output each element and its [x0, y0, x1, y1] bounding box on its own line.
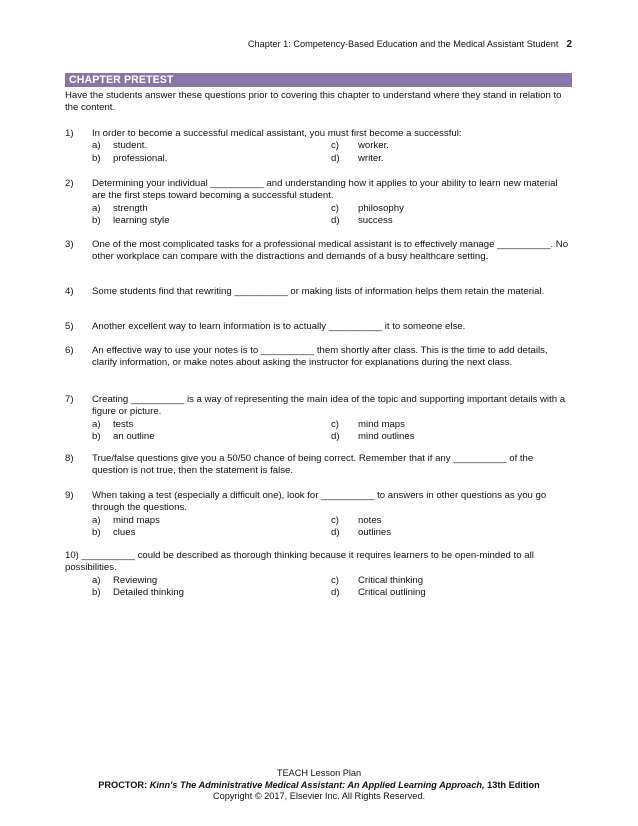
- question-item: [65, 239, 570, 264]
- answer-option: [331, 153, 570, 165]
- footer-book-title: Kinn's The Administrative Medical Assistant: An Applied Learning Approach,: [149, 779, 485, 790]
- question-stem: [65, 490, 570, 515]
- answer-row: [92, 140, 570, 152]
- option-letter: d): [331, 214, 340, 226]
- answer-option: [331, 140, 570, 152]
- question-number: 6): [65, 345, 74, 356]
- answer-option: [92, 215, 331, 227]
- option-text: student.: [113, 140, 148, 152]
- question-item: [65, 490, 570, 539]
- answer-options: [65, 203, 570, 228]
- answer-option: [92, 153, 331, 165]
- answer-option: [331, 587, 570, 599]
- question-stem: [65, 394, 570, 419]
- option-letter: c): [331, 202, 339, 214]
- answer-options: [65, 419, 570, 444]
- answer-option: [331, 575, 570, 587]
- page-number: 2: [566, 39, 572, 50]
- answer-option: [92, 431, 331, 443]
- answer-row: [92, 215, 570, 227]
- question-number: 4): [65, 286, 74, 297]
- question-stem: [65, 128, 570, 140]
- section-heading: CHAPTER PRETEST: [65, 73, 572, 87]
- option-letter: d): [331, 586, 340, 598]
- option-letter: c): [331, 514, 339, 526]
- question-text: __________ could be described as thorough thinking because it requires learners to be open-minded to all possibilities.: [65, 550, 534, 574]
- option-letter: a): [92, 140, 101, 152]
- answer-option: [92, 419, 331, 431]
- question-text: Another excellent way to learn information is to actually __________ it to someone else.: [92, 321, 466, 332]
- question-text: One of the most complicated tasks for a professional medical assistant is to effectively manage __________. No other workplace can compare with the distractions and demands of a busy healthcare setting.: [92, 239, 569, 263]
- question-item: [65, 394, 570, 443]
- option-letter: c): [331, 418, 339, 430]
- answer-option: [92, 140, 331, 152]
- answer-row: [92, 587, 570, 599]
- answer-option: [92, 575, 331, 587]
- question-item: [65, 128, 570, 165]
- page-header: [0, 39, 572, 50]
- option-letter: a): [92, 418, 101, 430]
- answer-options: [65, 515, 570, 540]
- answer-options: [65, 140, 570, 165]
- question-text: In order to become a successful medical assistant, you must first become a successful:: [92, 128, 462, 139]
- footer-line1: TEACH Lesson Plan: [276, 768, 362, 778]
- answer-option: [92, 203, 331, 215]
- option-letter: b): [92, 214, 101, 226]
- answer-options: [65, 575, 570, 600]
- answer-row: [92, 515, 570, 527]
- option-letter: b): [92, 152, 101, 164]
- footer-copyright: Copyright © 2017, Elsevier Inc. All Rights Reserved.: [212, 791, 426, 801]
- question-item: [65, 345, 570, 370]
- question-item: [65, 321, 570, 333]
- option-text: an outline: [113, 430, 155, 442]
- answer-option: [92, 527, 331, 539]
- question-text: Determining your individual __________ and understanding how it applies to your ability to learn new material are the first steps toward becoming a successful student.: [92, 178, 558, 202]
- question-stem: [65, 321, 570, 333]
- answer-row: [92, 153, 570, 165]
- question-number: 5): [65, 321, 74, 332]
- option-text: notes: [358, 514, 382, 526]
- question-text: Creating __________ is a way of representing the main idea of the topic and supporting important details with a figure or picture.: [92, 394, 566, 418]
- option-text: success: [358, 214, 393, 226]
- answer-option: [92, 515, 331, 527]
- option-letter: a): [92, 574, 101, 586]
- header-title: Chapter 1: Competency-Based Education and the Medical Assistant Student: [247, 39, 559, 49]
- page-footer: [0, 768, 638, 803]
- answer-row: [92, 203, 570, 215]
- question-stem: [65, 286, 570, 298]
- option-text: philosophy: [358, 202, 404, 214]
- question-item: [65, 453, 570, 478]
- answer-option: [331, 419, 570, 431]
- question-text: When taking a test (especially a difficult one), look for __________ to answers in other questions as you go through the questions.: [92, 490, 547, 514]
- question-item: [65, 286, 570, 298]
- question-stem: [65, 178, 570, 203]
- answer-option: [331, 515, 570, 527]
- footer-author: PROCTOR:: [98, 779, 148, 790]
- answer-option: [331, 203, 570, 215]
- option-letter: b): [92, 586, 101, 598]
- option-letter: b): [92, 526, 101, 538]
- option-text: strength: [113, 202, 148, 214]
- answer-option: [331, 431, 570, 443]
- answer-row: [92, 431, 570, 443]
- question-item: [65, 178, 570, 227]
- option-letter: d): [331, 430, 340, 442]
- question-number: 10): [65, 550, 79, 561]
- option-text: Detailed thinking: [113, 586, 184, 598]
- option-letter: c): [331, 574, 339, 586]
- question-text: An effective way to use your notes is to __________ them shortly after class. This is the time to add details, clarify information, or make notes about asking the instructor for explanations during the next class.: [92, 345, 548, 369]
- footer-book-line: [0, 780, 638, 792]
- question-number: 9): [65, 490, 74, 501]
- option-text: mind maps: [358, 418, 405, 430]
- question-stem: [65, 453, 570, 478]
- option-text: mind maps: [113, 514, 160, 526]
- option-text: Reviewing: [113, 574, 158, 586]
- question-number: 2): [65, 178, 74, 189]
- option-text: tests: [113, 418, 134, 430]
- question-stem: [65, 550, 570, 575]
- question-text: Some students find that rewriting __________ or making lists of information helps them retain the material.: [92, 286, 545, 297]
- option-text: outlines: [358, 526, 392, 538]
- question-number: 3): [65, 239, 74, 250]
- option-text: worker.: [358, 140, 389, 152]
- option-letter: b): [92, 430, 101, 442]
- question-item: [65, 550, 570, 599]
- option-text: Critical outlining: [358, 586, 426, 598]
- question-text: True/false questions give you a 50/50 chance of being correct. Remember that if any __________ of the question is not true, then the statement is false.: [92, 453, 534, 477]
- option-letter: c): [331, 140, 339, 152]
- option-letter: d): [331, 152, 340, 164]
- option-text: clues: [113, 526, 136, 538]
- answer-row: [92, 575, 570, 587]
- option-text: writer.: [358, 152, 384, 164]
- question-number: 7): [65, 394, 74, 405]
- answer-row: [92, 419, 570, 431]
- question-number: 8): [65, 453, 74, 464]
- question-number: 1): [65, 128, 74, 139]
- footer-edition: 13th Edition: [487, 779, 540, 790]
- option-text: Critical thinking: [358, 574, 424, 586]
- answer-row: [92, 527, 570, 539]
- question-stem: [65, 345, 570, 370]
- answer-option: [331, 215, 570, 227]
- option-letter: d): [331, 526, 340, 538]
- option-letter: a): [92, 202, 101, 214]
- option-text: mind outlines: [358, 430, 415, 442]
- option-text: professional.: [113, 152, 168, 164]
- option-letter: a): [92, 514, 101, 526]
- question-stem: [65, 239, 570, 264]
- section-intro: Have the students answer these questions prior to covering this chapter to understand where they stand in relation to the content.: [65, 90, 562, 114]
- answer-option: [331, 527, 570, 539]
- answer-option: [92, 587, 331, 599]
- option-text: learning style: [113, 214, 170, 226]
